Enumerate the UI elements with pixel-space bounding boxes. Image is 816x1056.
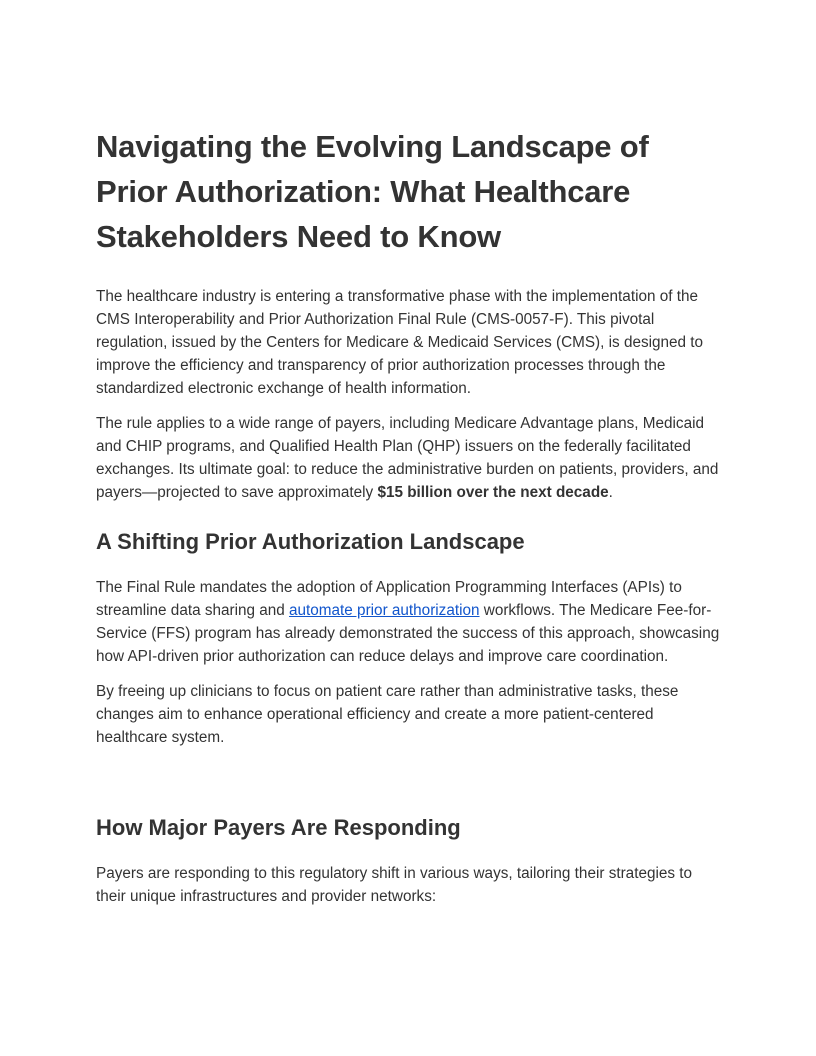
document-page — [96, 124, 724, 908]
rule-paragraph-end: . — [608, 484, 613, 501]
payers-paragraph: Payers are responding to this regulatory shift in various ways, tailoring their strategies to their unique infrastructures and provider networks: — [96, 865, 693, 905]
section-heading-payers-responding: How Major Payers Are Responding — [96, 815, 461, 840]
final-rule-text: The Final Rule mandates the adoption of Application Programming Interfaces (APIs) to streamline data sharing and — [96, 579, 682, 619]
automate-prior-authorization-link[interactable]: automate prior authorization — [289, 602, 480, 619]
rule-paragraph-text: The rule applies to a wide range of payers, including Medicare Advantage plans, Medicaid and CHIP programs, and Qualified Health Plan (QHP) issuers on the federally facilitated exchanges. Its ultimate goal: to reduce the administrative burden on patients, providers, and payers—projected to save approximately — [96, 415, 719, 501]
savings-highlight: $15 billion over the next decade — [377, 484, 609, 501]
rule-paragraph — [96, 412, 724, 504]
intro-paragraph: The healthcare industry is entering a transformative phase with the implementation of the CMS Interoperability and Prior Authorization Final Rule (CMS-0057-F). This pivotal regulation, issued by the Centers for Medicare & Medicaid Services (CMS), is designed to improve the efficiency and transparency of prior authorization processes through the standardized electronic exchange of health information. — [96, 288, 704, 397]
document-title: Navigating the Evolving Landscape of Prior Authorization: What Healthcare Stakeholders Need to Know — [96, 129, 649, 254]
final-rule-paragraph — [96, 576, 724, 668]
clinicians-paragraph: By freeing up clinicians to focus on patient care rather than administrative tasks, these changes aim to enhance operational efficiency and create a more patient-centered healthcare system. — [96, 683, 679, 746]
final-rule-text-end: workflows. The Medicare Fee-for-Service (FFS) program has already demonstrated the success of this approach, showcasing how API-driven prior authorization can reduce delays and improve care coordination. — [96, 602, 720, 665]
section-heading-shifting-landscape: A Shifting Prior Authorization Landscape — [96, 529, 525, 554]
